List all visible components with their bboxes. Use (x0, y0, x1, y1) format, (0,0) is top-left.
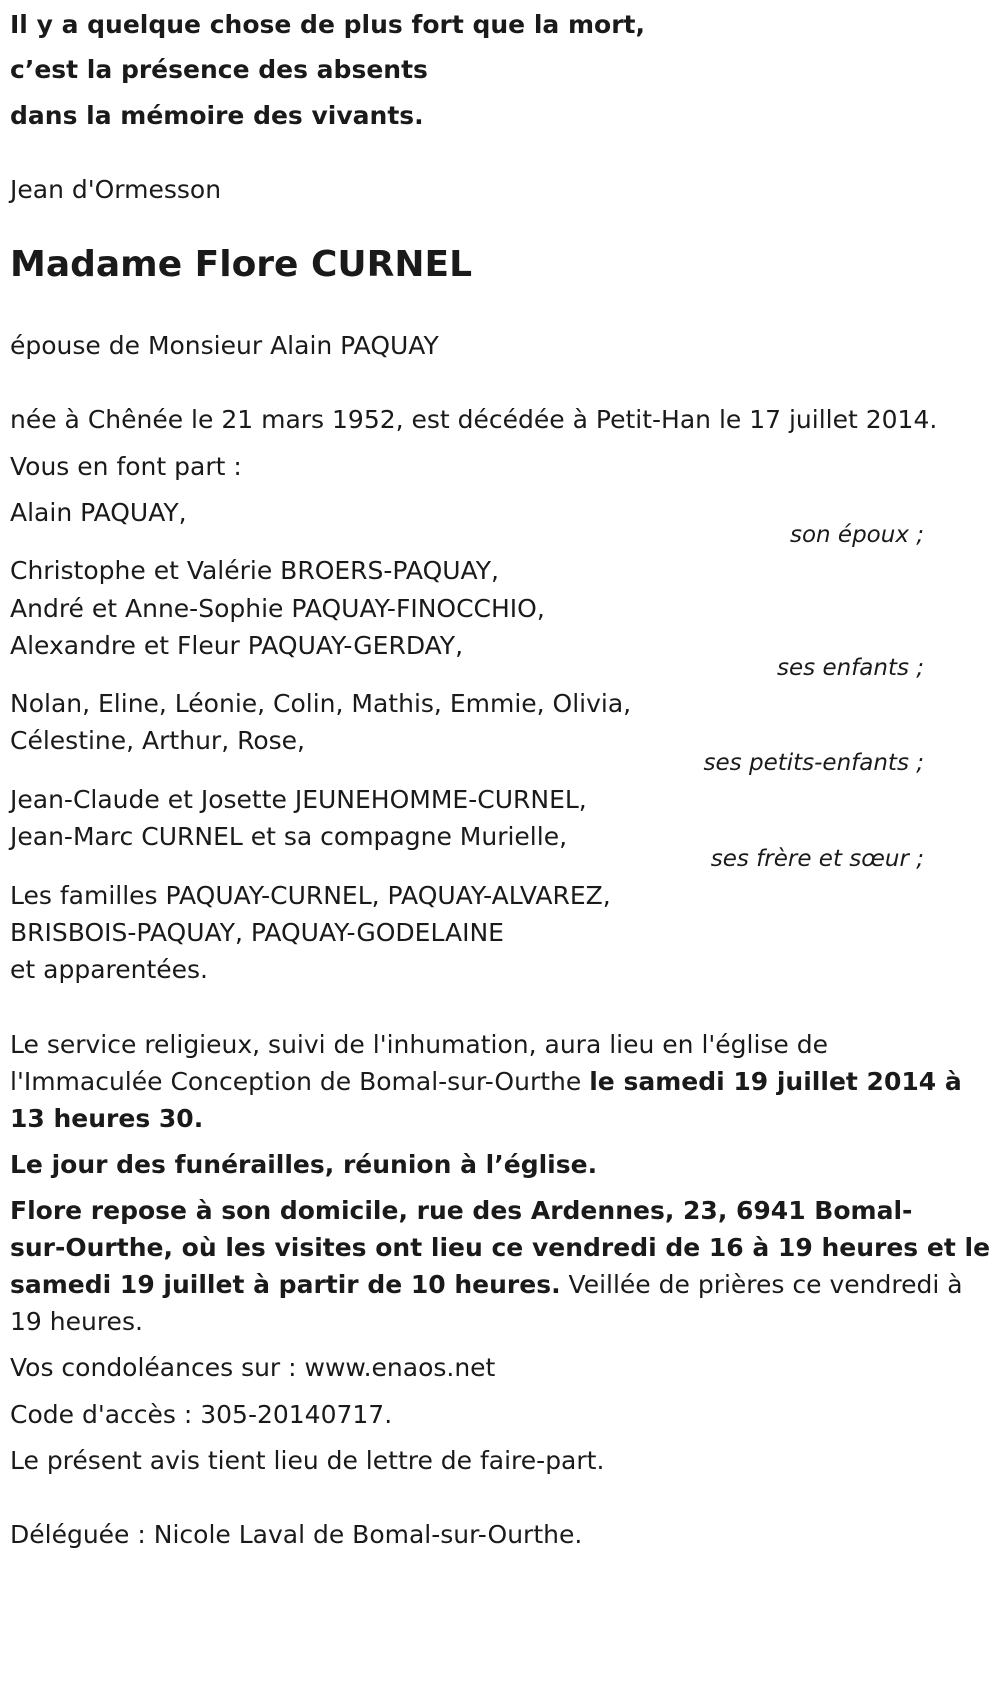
quote-line-2: c’est la présence des absents (10, 55, 428, 84)
gathering-line: Le jour des funérailles, réunion à l’église. (10, 1150, 598, 1179)
sibling-line: Jean-Claude et Josette JEUNEHOMME-CURNEL, (10, 785, 587, 814)
children-role: ses enfants ; (777, 655, 924, 681)
condolences-line: Vos condoléances sur : www.enaos.net (10, 1353, 496, 1382)
birth-death-line: née à Chênée le 21 mars 1952, est décédée à Petit-Han le 17 juillet 2014. (10, 405, 938, 434)
service-church: l'Immaculée Conception de Bomal-sur-Ourthe (10, 1067, 590, 1096)
visitation-line-3 (10, 1270, 963, 1300)
quote-line-3: dans la mémoire des vivants. (10, 101, 424, 130)
spouse-role: son époux ; (789, 522, 924, 548)
delegate-line: Déléguée : Nicole Laval de Bomal-sur-Ourthe. (10, 1520, 583, 1549)
visitation-line-4: 19 heures. (10, 1307, 143, 1336)
notice-line: Le présent avis tient lieu de lettre de faire-part. (10, 1446, 605, 1475)
families-line: et apparentées. (10, 955, 208, 984)
service-time: 13 heures 30. (10, 1104, 204, 1133)
spouse-name: Alain PAQUAY, (10, 498, 187, 527)
siblings-role: ses frère et sœur ; (710, 846, 924, 872)
grandchildren-role: ses petits-enfants ; (703, 750, 924, 776)
child-line: André et Anne-Sophie PAQUAY-FINOCCHIO, (10, 594, 545, 623)
service-line-1: Le service religieux, suivi de l'inhumation, aura lieu en l'église de (10, 1030, 829, 1059)
quote-author: Jean d'Ormesson (10, 175, 222, 204)
families-line: Les familles PAQUAY-CURNEL, PAQUAY-ALVAREZ, (10, 881, 611, 910)
grandchildren-line: Nolan, Eline, Léonie, Colin, Mathis, Emmie, Olivia, (10, 689, 632, 718)
visitation-hours: samedi 19 juillet à partir de 10 heures. (10, 1270, 561, 1299)
vigil-text: Veillée de prières ce vendredi à (560, 1270, 963, 1299)
quote-line-1: Il y a quelque chose de plus fort que la mort, (10, 10, 645, 39)
sibling-line: Jean-Marc CURNEL et sa compagne Murielle, (10, 822, 568, 851)
service-date: le samedi 19 juillet 2014 à (589, 1067, 962, 1096)
visitation-line-2: sur-Ourthe, où les visites ont lieu ce vendredi de 16 à 19 heures et le (10, 1233, 991, 1262)
grandchildren-line: Célestine, Arthur, Rose, (10, 726, 305, 755)
visitation-line-1: Flore repose à son domicile, rue des Ardennes, 23, 6941 Bomal- (10, 1196, 913, 1225)
announcement-intro: Vous en font part : (10, 452, 242, 481)
access-code-line: Code d'accès : 305-20140717. (10, 1400, 393, 1429)
child-line: Christophe et Valérie BROERS-PAQUAY, (10, 556, 499, 585)
spouse-line: épouse de Monsieur Alain PAQUAY (10, 331, 439, 360)
deceased-name: Madame Flore CURNEL (10, 244, 473, 285)
service-line-2 (10, 1067, 962, 1097)
child-line: Alexandre et Fleur PAQUAY-GERDAY, (10, 631, 464, 660)
families-line: BRISBOIS-PAQUAY, PAQUAY-GODELAINE (10, 918, 504, 947)
